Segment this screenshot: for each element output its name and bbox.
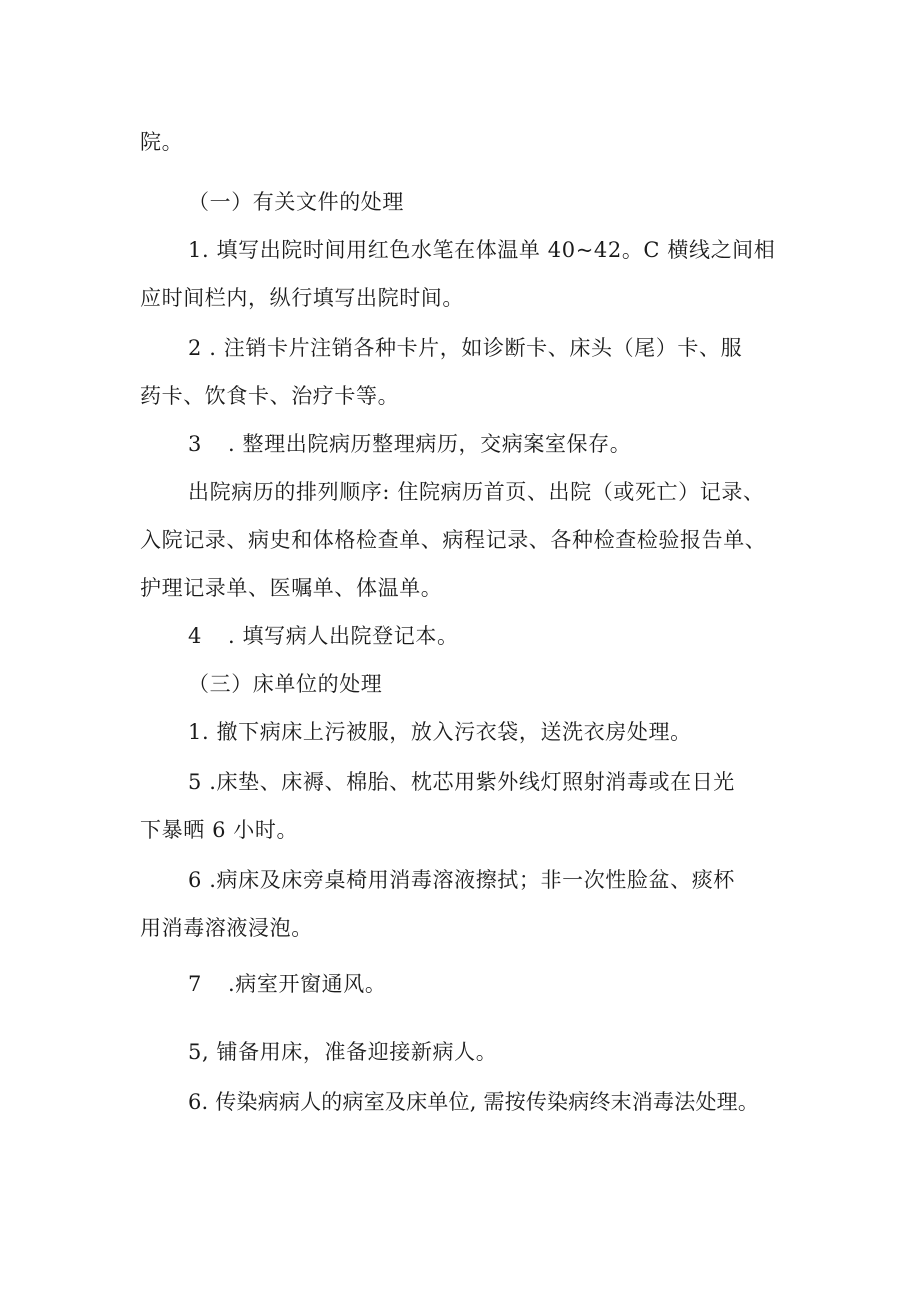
text-line: 2 . 注销卡片注销各种卡片，如诊断卡、床头（尾）卡、服 (188, 336, 743, 360)
text-line: 应时间栏内，纵行填写出院时间。 (140, 286, 464, 310)
text-line: 药卡、饮食卡、治疗卡等。 (140, 384, 400, 408)
item-text: . 填写病人出院登记本。 (228, 624, 459, 648)
text-line: 护理记录单、医嘱单、体温单。 (140, 576, 443, 600)
text-line: 入院记录、病史和体格检查单、病程记录、各种检查检验报告单、 (140, 528, 767, 552)
text-line: 6 .病床及床旁桌椅用消毒溶液擦拭；非一次性脸盆、痰杯 (188, 868, 735, 892)
text-line: 1. 填写出院时间用红色水笔在体温单 40~42。C 横线之间相 (188, 238, 776, 262)
item-text: .病室开窗通风。 (228, 972, 387, 996)
text-line: 5 .床垫、床褥、棉胎、枕芯用紫外线灯照射消毒或在日光 (188, 770, 735, 794)
text-line: 出院病历的排列顺序: 住院病历首页、出院（或死亡）记录、 (188, 480, 765, 504)
text-line (188, 970, 386, 998)
item-number: 3 (188, 432, 202, 456)
text-line: 6. 传染病病人的病室及床单位, 需按传染病终末消毒法处理。 (188, 1090, 760, 1114)
text-line (188, 622, 459, 650)
text-line: 5, 铺备用床，准备迎接新病人。 (188, 1040, 498, 1064)
section-heading: （三）床单位的处理 (188, 672, 383, 696)
text-line: 院。 (140, 130, 184, 154)
item-number: 4 (188, 624, 202, 648)
text-line: 1. 撤下病床上污被服，放入污衣袋，送洗衣房处理。 (188, 720, 692, 744)
section-heading: （一）有关文件的处理 (188, 190, 404, 214)
text-line: 用消毒溶液浸泡。 (140, 916, 313, 940)
text-line: 下暴晒 6 小时。 (140, 818, 299, 842)
item-text: . 整理出院病历整理病历，交病案室保存。 (228, 432, 632, 456)
item-number: 7 (188, 972, 202, 996)
text-line (188, 430, 631, 458)
